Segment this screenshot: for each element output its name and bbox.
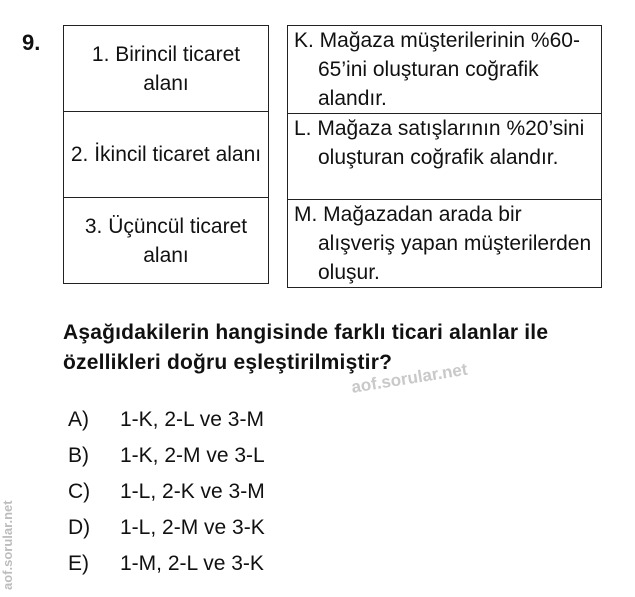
watermark-side-text: aof.sorular.net	[0, 500, 15, 590]
option-letter: B)	[68, 444, 89, 467]
option-a[interactable]	[68, 402, 265, 438]
option-text: 1-L, 2-K ve 3-M	[120, 480, 265, 503]
option-text: 1-K, 2-L ve 3-M	[120, 408, 264, 431]
left-item-2: 2. İkincil ticaret alanı	[64, 112, 269, 198]
option-text: 1-L, 2-M ve 3-K	[120, 516, 265, 539]
right-match-table	[287, 25, 602, 288]
watermark-text: aof.sorular.net	[350, 359, 469, 397]
option-letter: A)	[68, 408, 89, 431]
question-number: 9.	[22, 30, 41, 55]
option-c[interactable]	[68, 474, 265, 510]
left-item-1: 1. Birincil ticaret alanı	[64, 26, 269, 112]
left-match-table	[63, 25, 269, 284]
option-text: 1-K, 2-M ve 3-L	[120, 444, 265, 467]
option-e[interactable]	[68, 546, 265, 582]
option-letter: C)	[68, 480, 91, 503]
right-item-k: K. Mağaza müşterilerinin %60-65’ini oluşturan coğrafik alandır.	[294, 29, 580, 110]
option-letter: D)	[68, 516, 91, 539]
option-b[interactable]	[68, 438, 265, 474]
right-item-m: M. Mağazadan arada bir alışveriş yapan müşterilerden oluşur.	[294, 203, 592, 284]
right-item-l: L. Mağaza satışlarının %20’sini oluşturan coğrafik alandır.	[294, 117, 585, 169]
option-d[interactable]	[68, 510, 265, 546]
answer-options	[68, 402, 265, 582]
question-stem: Aşağıdakilerin hangisinde farklı ticari alanlar ile özellikleri doğru eşleştirilmiştir?	[63, 321, 549, 374]
option-letter: E)	[68, 552, 89, 575]
left-item-3: 3. Üçüncül ticaret alanı	[64, 198, 269, 284]
option-text: 1-M, 2-L ve 3-K	[120, 552, 264, 575]
